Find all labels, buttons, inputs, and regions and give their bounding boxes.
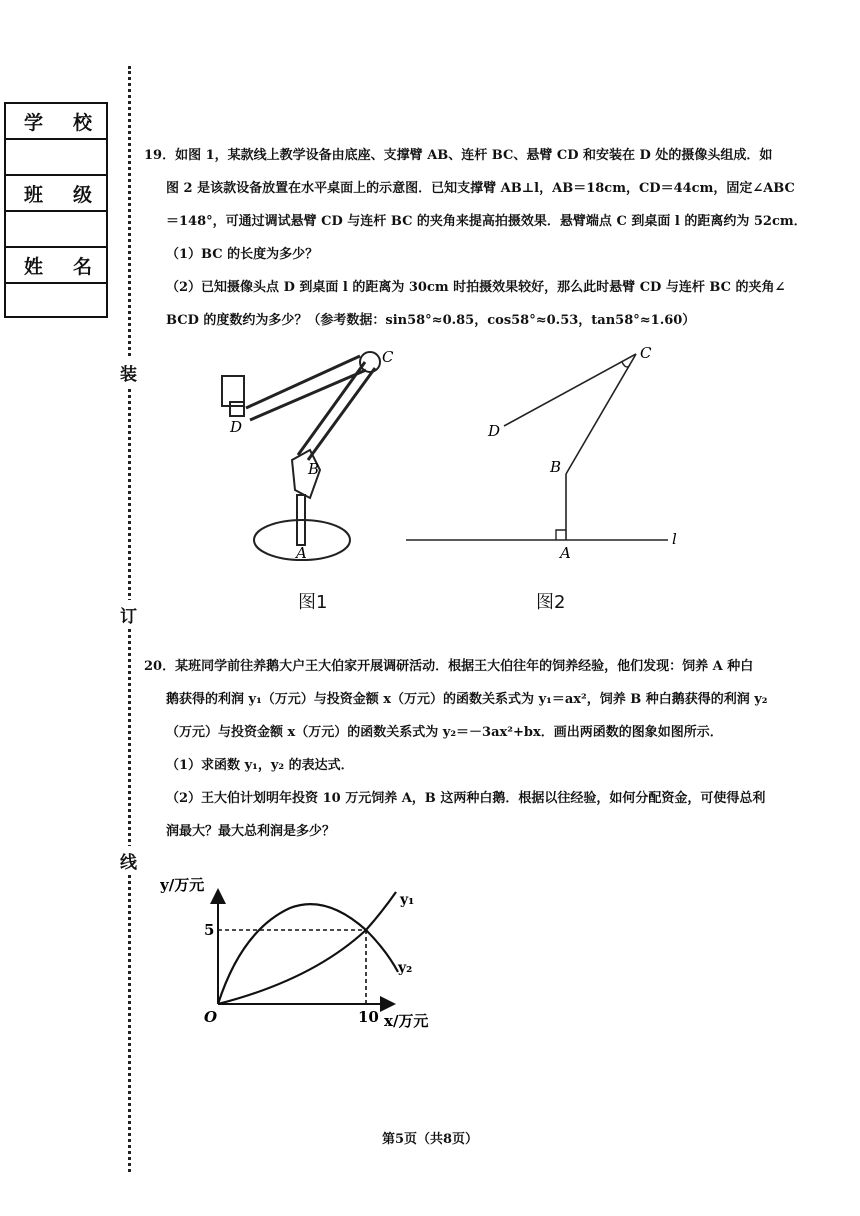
row-class xyxy=(6,176,106,212)
fig2-label-d: D xyxy=(488,422,501,440)
student-info-table xyxy=(4,102,108,318)
arm-cd-1 xyxy=(246,356,360,408)
function-graph xyxy=(160,870,450,1040)
segment-bc xyxy=(566,354,636,474)
arm-cd-2 xyxy=(250,370,366,420)
q19-sub-2a: （2）已知摄像头点 D 到桌面 l 的距离为 30cm 时拍摄效果较好，那么此时悬臂 CD 与连杆 BC 的夹角∠ xyxy=(166,280,786,295)
camera-mount xyxy=(230,402,244,416)
x-tick-10: 10 xyxy=(358,1008,379,1026)
q20-sub-1: （1）求函数 y₁，y₂ 的表达式． xyxy=(166,758,354,773)
fig2-label-a: A xyxy=(560,544,571,562)
school-char-1: 学 xyxy=(24,111,44,134)
right-angle-mark xyxy=(556,530,566,540)
angle-bcd-arc xyxy=(622,362,630,367)
x-axis-label: x/万元 xyxy=(384,1012,429,1030)
q19-sub-1: （1）BC 的长度为多少？ xyxy=(166,247,319,262)
page-number: 第5页（共8页） xyxy=(381,1132,479,1147)
figure-1-device xyxy=(210,340,400,570)
y-tick-5: 5 xyxy=(204,921,215,939)
q19-sub-2b: BCD 的度数约为多少？（参考数据：sin58°≈0.85，cos58°≈0.53，tan58°≈1.60） xyxy=(166,313,696,328)
fig1-label-d: D xyxy=(230,418,243,436)
q19-line-2: 图 2 是该款设备放置在水平桌面上的示意图．已知支撑臂 AB⊥l，AB＝18cm，CD＝44cm，固定∠ABC xyxy=(166,181,795,196)
school-char-2: 校 xyxy=(72,111,92,134)
q20-line-3: （万元）与投资金额 x（万元）的函数关系式为 y₂＝－3ax²+bx．画出两函数的图象如图所示． xyxy=(166,725,723,740)
q20-sub-2b: 润最大？最大总利润是多少？ xyxy=(166,824,336,839)
question-20 xyxy=(144,650,844,848)
class-char-2: 级 xyxy=(72,183,92,206)
fig1-label-a: A xyxy=(296,544,307,562)
figure-1-caption: 图1 xyxy=(298,592,328,613)
q20-line-2: 鹅获得的利润 y₁（万元）与投资金额 x（万元）的函数关系式为 y₁＝ax²，饲养 B 种白鹅获得的利润 y₂ xyxy=(166,692,768,707)
row-school xyxy=(6,104,106,140)
q19-line-3: ＝148°，可通过调试悬臂 CD 与连杆 BC 的夹角来提高拍摄效果．悬臂端点 C 到桌面 l 的距离约为 52cm． xyxy=(166,214,807,229)
binding-char-zhuang: 装 xyxy=(120,358,137,387)
label-y1: y₁ xyxy=(400,892,415,908)
class-char-1: 班 xyxy=(24,183,44,206)
figure-2-caption: 图2 xyxy=(536,592,566,613)
fig1-label-c: C xyxy=(382,348,394,366)
y-axis-label: y/万元 xyxy=(160,876,205,894)
fig2-label-l: l xyxy=(672,530,677,548)
question-19 xyxy=(144,139,844,337)
q19-line-1: 19．如图 1，某款线上教学设备由底座、支撑臂 AB、连杆 BC、悬臂 CD 和安装在 D 处的摄像头组成．如 xyxy=(144,148,773,163)
row-name xyxy=(6,248,106,284)
binding-char-xian: 线 xyxy=(120,846,137,875)
label-y2: y₂ xyxy=(398,960,413,976)
class-field[interactable] xyxy=(6,212,106,248)
q20-sub-2a: （2）王大伯计划明年投资 10 万元饲养 A，B 这两种白鹅．根据以往经验，如何分配资金，可使得总利 xyxy=(166,791,766,806)
origin-label: O xyxy=(204,1008,218,1026)
name-field[interactable] xyxy=(6,284,106,320)
fig1-label-b: B xyxy=(308,460,320,478)
binding-char-ding: 订 xyxy=(120,600,137,629)
joint-c xyxy=(360,352,380,372)
name-char-2: 名 xyxy=(72,255,92,278)
name-char-1: 姓 xyxy=(24,255,44,278)
curve-y2 xyxy=(218,904,398,1004)
fig2-label-b: B xyxy=(550,458,562,476)
figure-2-schematic xyxy=(400,340,690,570)
school-field[interactable] xyxy=(6,140,106,176)
q20-line-1: 20．某班同学前往养鹅大户王大伯家开展调研活动．根据王大伯往年的饲养经验，他们发现：饲养 A 种白 xyxy=(144,659,754,674)
segment-cd xyxy=(504,354,636,426)
fig2-label-c: C xyxy=(640,344,652,362)
